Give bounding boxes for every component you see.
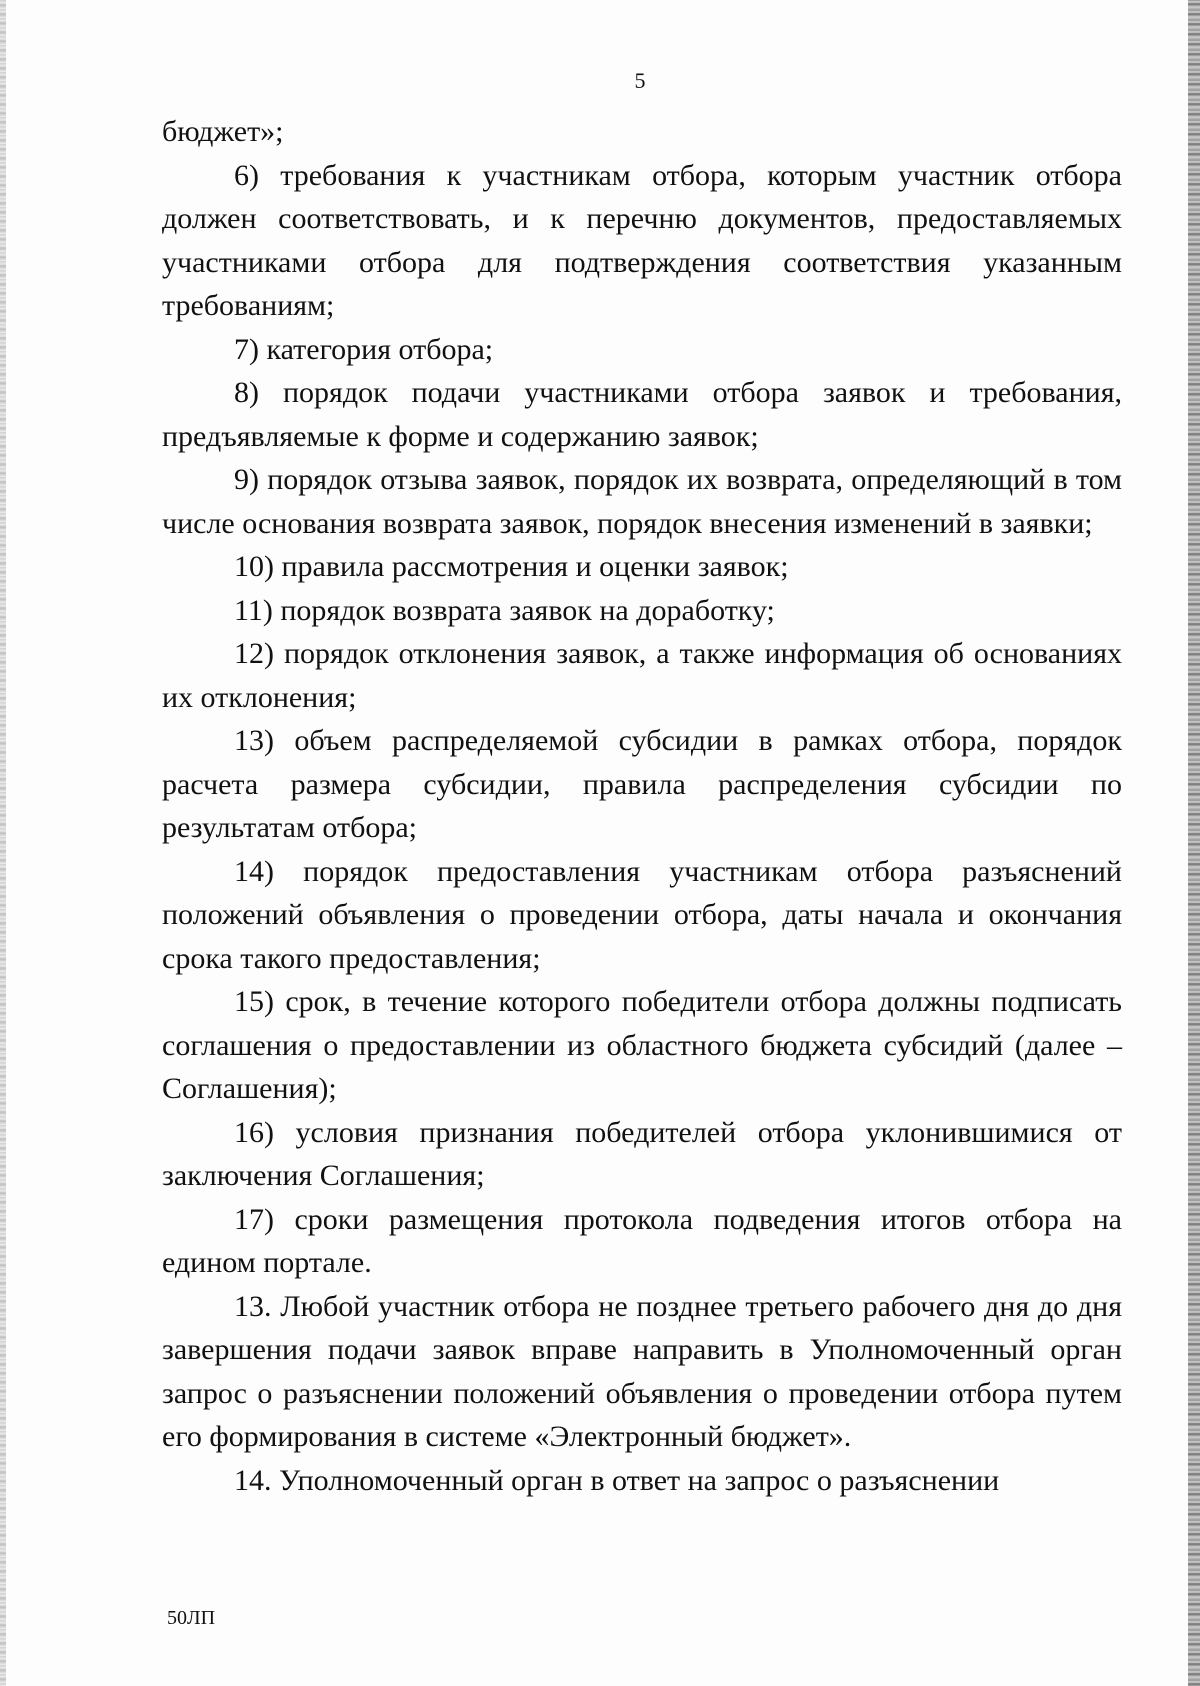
paragraph: 16) условия признания победителей отбора уклонившимися от заключения Соглашения;	[162, 1115, 1122, 1192]
paragraph: 13. Любой участник отбора не позднее третьего рабочего дня до дня завершения подачи заявок вправе направить в Уполномоченный орган запрос о разъяснении положений объявления о проведении отбора путем его формирования в системе «Электронный бюджет».	[162, 1289, 1122, 1453]
paragraph: 14) порядок предоставления участникам отбора разъяснений положений объявления о проведении отбора, даты начала и окончания срока такого предоставления;	[162, 854, 1122, 975]
document-body	[162, 110, 1122, 1502]
paragraph: 9) порядок отзыва заявок, порядок их возврата, определяющий в том числе основания возврата заявок, порядок внесения изменений в заявки;	[162, 463, 1122, 540]
paragraph: 6) требования к участникам отбора, которым участник отбора должен соответствовать, и к перечню документов, предоставляемых участниками отбора для подтверждения соответствия указанным требованиям;	[162, 158, 1122, 322]
paragraph: 10) правила рассмотрения и оценки заявок;	[234, 550, 789, 583]
paragraph: 7) категория отбора;	[234, 332, 494, 366]
footer-document-code: 50ЛП	[167, 1607, 216, 1629]
paragraph: 13) объем распределяемой субсидии в рамках отбора, порядок расчета размера субсидии, правила распределения субсидии по результатам отбора;	[162, 724, 1122, 844]
paragraph: бюджет»;	[162, 115, 284, 148]
paragraph: 12) порядок отклонения заявок, а также информация об основаниях их отклонения;	[162, 637, 1122, 714]
paragraph: 8) порядок подачи участниками отбора заявок и требования, предъявляемые к форме и содержанию заявок;	[162, 376, 1122, 453]
scan-edge-left	[0, 0, 6, 1686]
paragraph: 11) порядок возврата заявок на доработку;	[234, 593, 775, 627]
scan-edge-right	[1188, 0, 1200, 1686]
paragraph: 17) сроки размещения протокола подведения итогов отбора на едином портале.	[162, 1202, 1122, 1279]
paragraph: 14. Уполномоченный орган в ответ на запрос о разъяснении	[234, 1463, 1000, 1497]
page-number: 5	[634, 68, 646, 93]
paragraph: 15) срок, в течение которого победители отбора должны подписать соглашения о предоставлении из областного бюджета субсидий (далее – Соглашения);	[162, 985, 1122, 1105]
